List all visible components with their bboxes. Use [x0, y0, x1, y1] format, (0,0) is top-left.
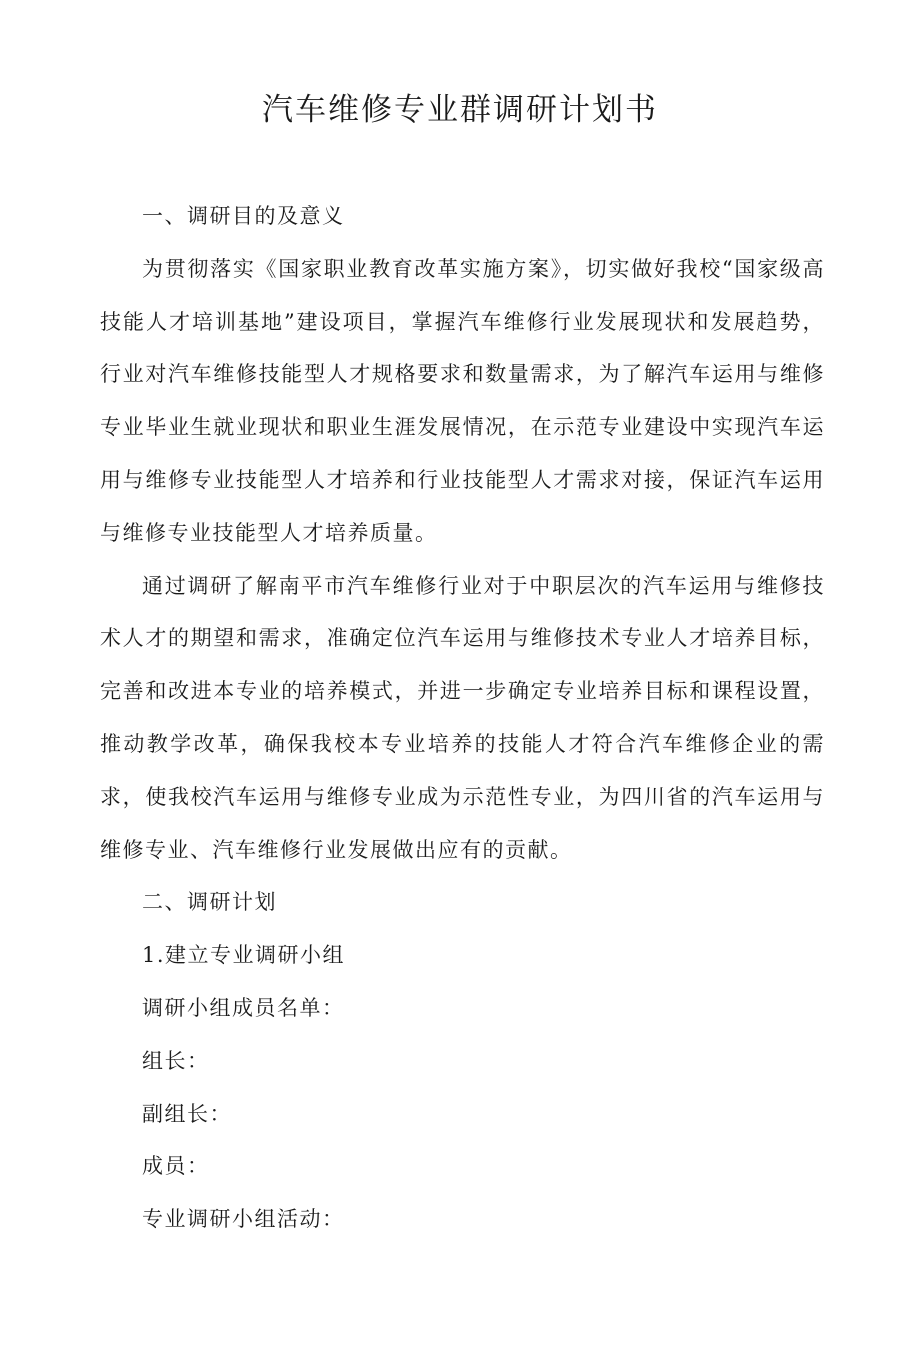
- members-list-label: 调研小组成员名单：: [142, 995, 345, 1020]
- group-activity-label: 专业调研小组活动：: [142, 1207, 345, 1232]
- leader-label: 组长：: [142, 1048, 210, 1073]
- plan-item-1: 1.建立专业调研小组: [142, 943, 346, 968]
- document-body: [100, 190, 825, 1246]
- members-label: 成员：: [142, 1154, 210, 1179]
- section-heading-purpose: 一、调研目的及意义: [142, 204, 345, 228]
- paragraph-purpose-1: 为贯彻落实《国家职业教育改革实施方案》，切实做好我校“国家级高技能人才培训基地”建设项目，掌握汽车维修行业发展现状和发展趋势，行业对汽车维修技能型人才规格要求和数量需求，为了解汽车运用与维修专业毕业生就业现状和职业生涯发展情况，在示范专业建设中实现汽车运用与维修专业技能型人才培养和行业技能型人才需求对接，保证汽车运用与维修专业技能型人才培养质量。: [100, 256, 825, 545]
- paragraph-purpose-2: 通过调研了解南平市汽车维修行业对于中职层次的汽车运用与维修技术人才的期望和需求，准确定位汽车运用与维修技术专业人才培养目标，完善和改进本专业的培养模式，并进一步确定专业培养目标和课程设置，推动教学改革，确保我校本专业培养的技能人才符合汽车维修企业的需求，使我校汽车运用与维修专业成为示范性专业，为四川省的汽车运用与维修专业、汽车维修行业发展做出应有的贡献。: [100, 573, 825, 862]
- document-title: 汽车维修专业群调研计划书: [262, 92, 658, 128]
- deputy-leader-label: 副组长：: [142, 1101, 232, 1126]
- section-heading-plan: 二、调研计划: [142, 890, 277, 915]
